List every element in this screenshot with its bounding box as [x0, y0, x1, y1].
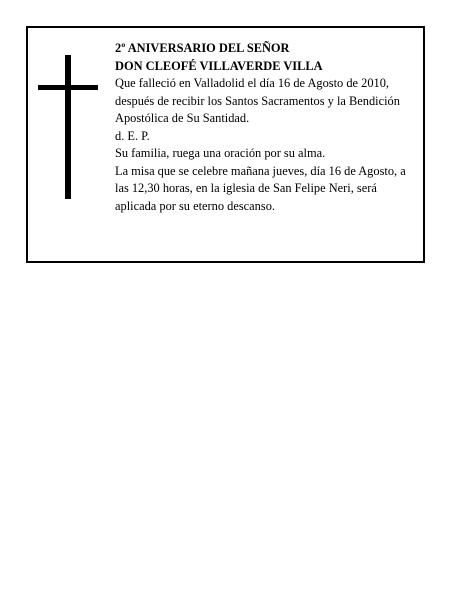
cross-icon: [38, 55, 98, 199]
notice-text: [115, 40, 421, 215]
notice-title-line-1: 2º ANIVERSARIO DEL SEÑOR: [115, 41, 290, 55]
cross-vertical-bar: [65, 55, 71, 199]
death-paragraph: Que falleció en Valladolid el día 16 de Agosto de 2010, después de recibir los Santos Sacramentos y la Bendición Apostólica de Su Santidad.: [115, 76, 400, 125]
cross-horizontal-bar: [38, 85, 98, 90]
mass-paragraph: La misa que se celebre mañana jueves, día 16 de Agosto, a las 12,30 horas, en la iglesia de San Felipe Neri, será aplicada por su eterno descanso.: [115, 163, 406, 213]
family-paragraph: Su familia, ruega una oración por su alma.: [115, 146, 326, 160]
obituary-notice: [26, 26, 425, 263]
rip-text: d. E. P.: [115, 128, 150, 143]
notice-title-line-2: DON CLEOFÉ VILLAVERDE VILLA: [115, 58, 323, 73]
